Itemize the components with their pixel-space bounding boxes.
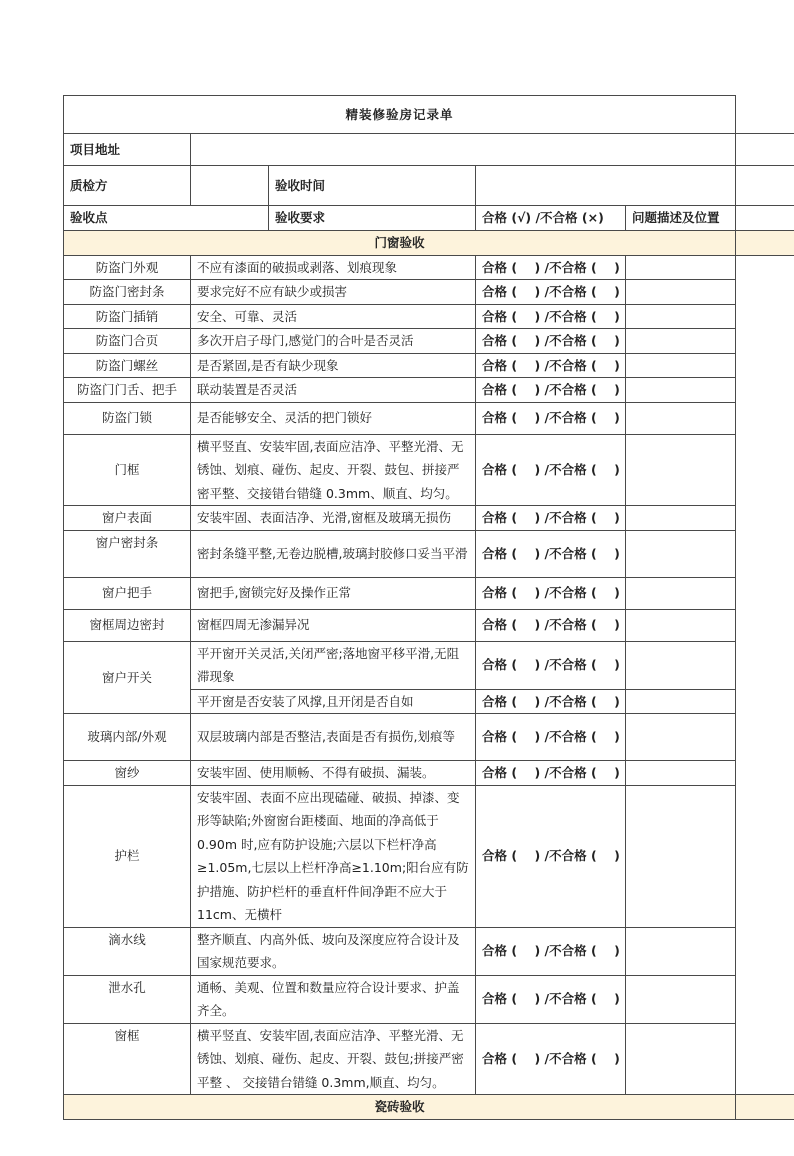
pass-fail-check[interactable]: 合格 ( ) /不合格 ( ) <box>476 714 626 761</box>
issue-cell[interactable] <box>626 927 736 975</box>
issue-cell[interactable] <box>626 577 736 609</box>
item-label: 滴水线 <box>64 927 191 975</box>
requirement-text: 密封条缝平整,无卷边脱槽,玻璃封胶修口妥当平滑 <box>191 530 476 577</box>
issue-cell[interactable] <box>626 434 736 506</box>
item-label: 防盗门锁 <box>64 402 191 434</box>
issue-cell[interactable] <box>626 530 736 577</box>
issue-cell[interactable] <box>626 353 736 378</box>
item-label: 窗纱 <box>64 761 191 786</box>
item-label: 窗户密封条 <box>64 530 191 577</box>
requirement-text: 横平竖直、安装牢固,表面应洁净、平整光滑、无锈蚀、划痕、碰伤、起皮、开裂、鼓包、拼接严密平整、交接错台错缝 0.3mm、顺直、均匀。 <box>191 434 476 506</box>
pass-fail-check[interactable]: 合格 ( ) /不合格 ( ) <box>476 434 626 506</box>
pass-fail-check[interactable]: 合格 ( ) /不合格 ( ) <box>476 927 626 975</box>
issue-cell[interactable] <box>626 785 736 927</box>
requirement-text: 不应有漆面的破损或剥落、划痕现象 <box>191 255 476 280</box>
pass-fail-check[interactable]: 合格 ( ) /不合格 ( ) <box>476 506 626 531</box>
header-issue: 问题描述及位置 <box>626 206 736 231</box>
issue-cell[interactable] <box>626 761 736 786</box>
requirement-text: 联动装置是否灵活 <box>191 378 476 403</box>
issue-cell[interactable] <box>626 975 736 1023</box>
item-label: 防盗门外观 <box>64 255 191 280</box>
header-point: 验收点 <box>64 206 269 231</box>
requirement-text: 窗框四周无渗漏异况 <box>191 609 476 641</box>
pass-fail-check[interactable]: 合格 ( ) /不合格 ( ) <box>476 785 626 927</box>
pass-fail-check[interactable]: 合格 ( ) /不合格 ( ) <box>476 689 626 714</box>
pass-fail-check[interactable]: 合格 ( ) /不合格 ( ) <box>476 609 626 641</box>
requirement-text: 整齐顺直、内高外低、坡向及深度应符合设计及国家规范要求。 <box>191 927 476 975</box>
issue-cell[interactable] <box>626 255 736 280</box>
issue-cell[interactable] <box>626 714 736 761</box>
pass-fail-check[interactable]: 合格 ( ) /不合格 ( ) <box>476 530 626 577</box>
inspector-label: 质检方 <box>64 166 191 206</box>
issue-cell[interactable] <box>626 689 736 714</box>
issue-cell[interactable] <box>626 402 736 434</box>
requirement-text: 是否能够安全、灵活的把门锁好 <box>191 402 476 434</box>
pass-fail-check[interactable]: 合格 ( ) /不合格 ( ) <box>476 1023 626 1095</box>
time-field[interactable] <box>476 166 736 206</box>
requirement-text: 安装牢固、表面洁净、光滑,窗框及玻璃无损伤 <box>191 506 476 531</box>
item-label: 窗户把手 <box>64 577 191 609</box>
requirement-text: 平开窗是否安装了风撑,且开闭是否自如 <box>191 689 476 714</box>
issue-cell[interactable] <box>626 329 736 354</box>
header-requirement: 验收要求 <box>269 206 476 231</box>
item-label: 防盗门插销 <box>64 304 191 329</box>
requirement-text: 安装牢固、使用顺畅、不得有破损、漏装。 <box>191 761 476 786</box>
issue-cell[interactable] <box>626 280 736 305</box>
pass-fail-check[interactable]: 合格 ( ) /不合格 ( ) <box>476 641 626 689</box>
address-label: 项目地址 <box>64 134 191 166</box>
requirement-text: 是否紧固,是否有缺少现象 <box>191 353 476 378</box>
item-label: 防盗门密封条 <box>64 280 191 305</box>
item-label: 门框 <box>64 434 191 506</box>
item-label: 防盗门合页 <box>64 329 191 354</box>
item-label: 窗户表面 <box>64 506 191 531</box>
requirement-text: 安全、可靠、灵活 <box>191 304 476 329</box>
pass-fail-check[interactable]: 合格 ( ) /不合格 ( ) <box>476 975 626 1023</box>
requirement-text: 多次开启子母门,感觉门的合叶是否灵活 <box>191 329 476 354</box>
requirement-text: 窗把手,窗锁完好及操作正常 <box>191 577 476 609</box>
item-label: 窗户开关 <box>64 641 191 714</box>
requirement-text: 双层玻璃内部是否整洁,表面是否有损伤,划痕等 <box>191 714 476 761</box>
item-label: 泄水孔 <box>64 975 191 1023</box>
inspection-form <box>63 95 794 1120</box>
item-label: 窗框周边密封 <box>64 609 191 641</box>
item-label: 防盗门螺丝 <box>64 353 191 378</box>
issue-cell[interactable] <box>626 609 736 641</box>
requirement-text: 安装牢固、表面不应出现磕碰、破损、掉漆、变形等缺陷;外窗窗台距楼面、地面的净高低于 0.90m 时,应有防护设施;六层以下栏杆净高≥1.05m,七层以上栏杆净高≥1.10m;阳台应有防护措施、防护栏杆的垂直杆件间净距不应大于 11cm、无横杆 <box>191 785 476 927</box>
pass-fail-check[interactable]: 合格 ( ) /不合格 ( ) <box>476 280 626 305</box>
requirement-text: 通畅、美观、位置和数量应符合设计要求、护盖齐全。 <box>191 975 476 1023</box>
time-label: 验收时间 <box>269 166 476 206</box>
pass-fail-check[interactable]: 合格 ( ) /不合格 ( ) <box>476 378 626 403</box>
issue-cell[interactable] <box>626 641 736 689</box>
issue-cell[interactable] <box>626 378 736 403</box>
pass-fail-check[interactable]: 合格 ( ) /不合格 ( ) <box>476 353 626 378</box>
item-label: 窗框 <box>64 1023 191 1095</box>
section-doors-windows: 门窗验收 <box>64 231 736 256</box>
requirement-text: 横平竖直、安装牢固,表面应洁净、平整光滑、无锈蚀、划痕、碰伤、起皮、开裂、鼓包;拼接严密平整 、 交接错台错缝 0.3mm,顺直、均匀。 <box>191 1023 476 1095</box>
requirement-text: 要求完好不应有缺少或损害 <box>191 280 476 305</box>
pass-fail-check[interactable]: 合格 ( ) /不合格 ( ) <box>476 761 626 786</box>
pass-fail-check[interactable]: 合格 ( ) /不合格 ( ) <box>476 255 626 280</box>
requirement-text: 平开窗开关灵活,关闭严密;落地窗平移平滑,无阻滞现象 <box>191 641 476 689</box>
item-label: 玻璃内部/外观 <box>64 714 191 761</box>
pass-fail-check[interactable]: 合格 ( ) /不合格 ( ) <box>476 402 626 434</box>
item-label: 防盗门门舌、把手 <box>64 378 191 403</box>
pass-fail-check[interactable]: 合格 ( ) /不合格 ( ) <box>476 329 626 354</box>
header-pass: 合格 (√) /不合格 (×) <box>476 206 626 231</box>
section-tiles: 瓷砖验收 <box>64 1095 736 1120</box>
pass-fail-check[interactable]: 合格 ( ) /不合格 ( ) <box>476 304 626 329</box>
address-field[interactable] <box>191 134 736 166</box>
item-label: 护栏 <box>64 785 191 927</box>
pass-fail-check[interactable]: 合格 ( ) /不合格 ( ) <box>476 577 626 609</box>
issue-cell[interactable] <box>626 506 736 531</box>
issue-cell[interactable] <box>626 1023 736 1095</box>
issue-cell[interactable] <box>626 304 736 329</box>
inspector-field[interactable] <box>191 166 269 206</box>
page-title: 精装修验房记录单 <box>64 96 736 134</box>
